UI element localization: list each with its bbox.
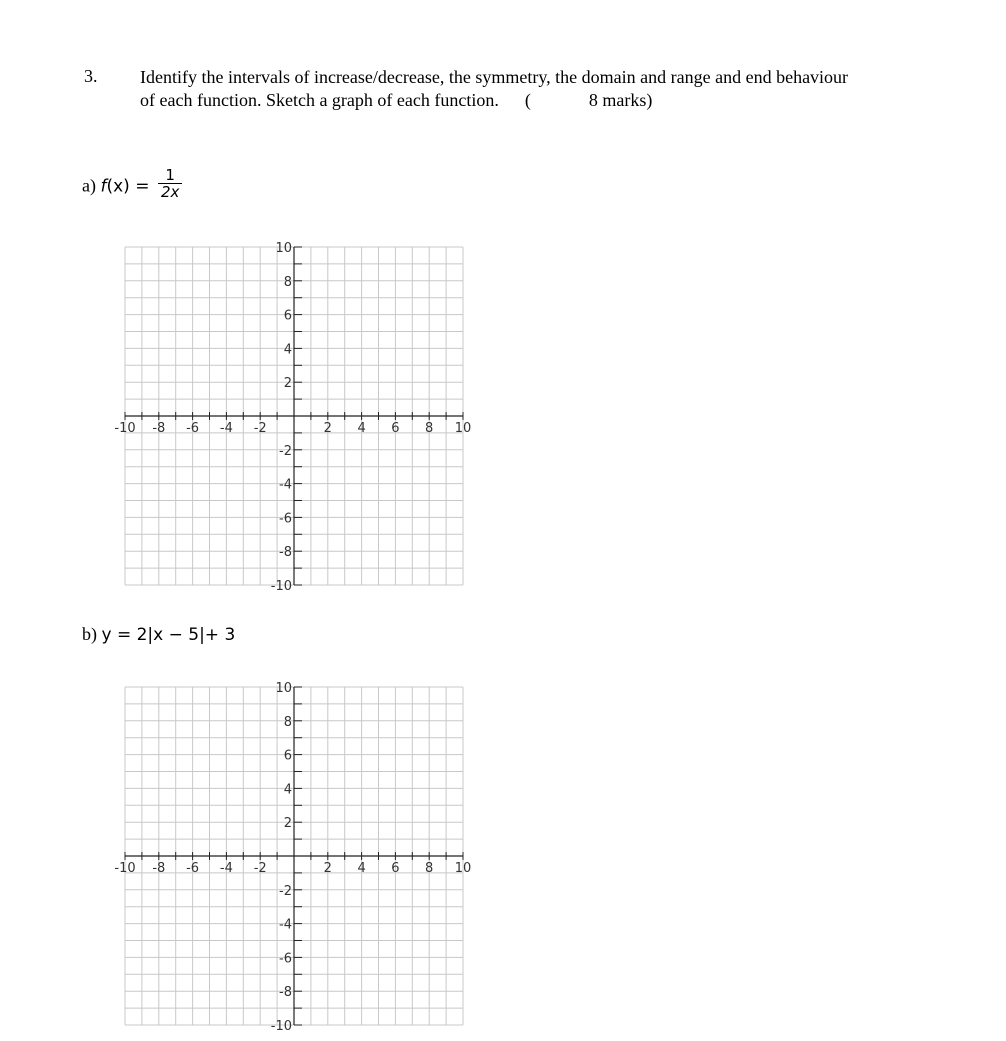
x-tick-label: -6 bbox=[186, 861, 200, 876]
y-tick-label: 4 bbox=[283, 342, 292, 358]
y-tick-label: -2 bbox=[279, 883, 292, 899]
question-line-2 bbox=[140, 89, 960, 112]
y-tick-label: 8 bbox=[283, 274, 292, 290]
x-tick-label: -8 bbox=[152, 421, 166, 436]
part-a-numerator: 1 bbox=[165, 166, 175, 184]
y-tick-label: -10 bbox=[270, 579, 292, 594]
x-tick-label: -2 bbox=[253, 861, 267, 876]
part-a-function-name: f bbox=[100, 176, 107, 197]
part-a-label bbox=[82, 166, 182, 204]
graph-a-svg[interactable] bbox=[100, 236, 480, 596]
x-tick-label: -4 bbox=[219, 861, 233, 876]
y-tick-label: 6 bbox=[283, 308, 292, 324]
y-tick-label: -8 bbox=[279, 985, 292, 1001]
x-tick-label: 10 bbox=[454, 421, 472, 436]
y-tick-label: 10 bbox=[275, 241, 292, 256]
x-tick-label: 10 bbox=[454, 861, 472, 876]
graph-a[interactable] bbox=[100, 236, 480, 596]
x-tick-label: 2 bbox=[323, 861, 332, 876]
x-tick-label: -10 bbox=[114, 421, 136, 436]
part-a-letter: a) bbox=[82, 175, 96, 196]
x-tick-label: 4 bbox=[357, 421, 366, 436]
graph-b[interactable] bbox=[100, 676, 480, 1036]
part-a-denominator: 2x bbox=[158, 183, 182, 200]
x-tick-label: 8 bbox=[425, 421, 434, 436]
question-number: 3. bbox=[84, 66, 98, 86]
y-tick-label: 8 bbox=[283, 714, 292, 730]
x-tick-label: 6 bbox=[391, 421, 400, 436]
question-line-2-text: of each function. Sketch a graph of each function. bbox=[140, 90, 499, 110]
y-tick-label: 2 bbox=[283, 376, 292, 392]
y-tick-label: -4 bbox=[279, 477, 292, 493]
y-tick-label: -8 bbox=[279, 545, 292, 561]
y-tick-label: 6 bbox=[283, 748, 292, 764]
y-tick-label: 2 bbox=[283, 816, 292, 832]
graph-b-svg[interactable] bbox=[100, 676, 480, 1036]
part-a-function-arg: (x) = bbox=[106, 176, 150, 197]
x-tick-label: -6 bbox=[186, 421, 200, 436]
y-tick-label: -6 bbox=[279, 511, 292, 527]
question-line-1: Identify the intervals of increase/decrease, the symmetry, the domain and range and end behaviour bbox=[140, 67, 849, 87]
y-tick-label: -2 bbox=[279, 443, 292, 459]
x-tick-label: -8 bbox=[152, 861, 166, 876]
x-tick-label: 4 bbox=[357, 861, 366, 876]
question-text bbox=[140, 66, 960, 112]
marks-value: 8 marks) bbox=[588, 90, 653, 110]
x-tick-label: 8 bbox=[425, 861, 434, 876]
y-tick-label: 10 bbox=[275, 681, 292, 696]
part-b-letter: b) bbox=[82, 624, 97, 644]
y-tick-label: 4 bbox=[283, 782, 292, 798]
y-tick-label: -4 bbox=[279, 917, 292, 933]
x-tick-label: -4 bbox=[219, 421, 233, 436]
x-tick-label: -2 bbox=[253, 421, 267, 436]
part-b-equation: y = 2|x − 5|+ 3 bbox=[101, 625, 236, 645]
part-b-label bbox=[82, 624, 235, 645]
x-tick-label: 2 bbox=[323, 421, 332, 436]
marks-open-paren: ( bbox=[524, 90, 531, 110]
x-tick-label: 6 bbox=[391, 861, 400, 876]
y-tick-label: -10 bbox=[270, 1019, 292, 1034]
part-a-fraction bbox=[158, 167, 182, 200]
x-tick-label: -10 bbox=[114, 861, 136, 876]
y-tick-label: -6 bbox=[279, 951, 292, 967]
